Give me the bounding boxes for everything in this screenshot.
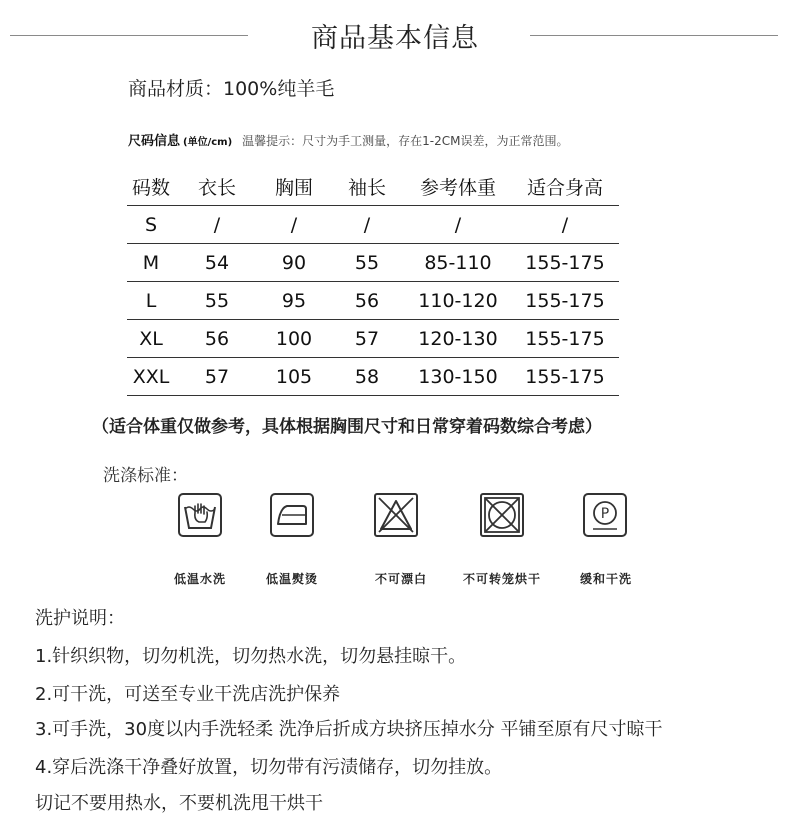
weight-note: （适合体重仅做参考，具体根据胸围尺寸和日常穿着码数综合考虑） [92, 417, 602, 437]
size-unit: (单位/cm) [183, 137, 233, 148]
table-cell: 105 [275, 365, 313, 388]
wash-label: 缓和干洗 [579, 572, 632, 586]
header-weight: 参考体重 [419, 177, 496, 199]
table-row [127, 244, 619, 282]
table-cell: 85-110 [424, 251, 492, 274]
header-height: 适合身高 [526, 177, 603, 199]
svg-text:P: P [600, 506, 610, 522]
table-cell: 54 [204, 251, 230, 274]
wash-label: 低温水洗 [173, 572, 226, 586]
table-cell: 155-175 [525, 327, 605, 350]
table-cell: / [363, 213, 371, 236]
page-title: 商品基本信息 [311, 23, 479, 54]
table-row [127, 206, 619, 244]
table-cell: 120-130 [418, 327, 498, 350]
care-line: 切记不要用热水，不要机洗甩干烘干 [35, 793, 323, 814]
no-tumble-dry-icon [480, 493, 524, 537]
table-cell: L [145, 289, 157, 312]
table-cell: S [144, 213, 158, 236]
care-line: 4.穿后洗涤干净叠好放置，切勿带有污渍储存，切勿挂放。 [35, 757, 503, 778]
no-bleach-icon [374, 493, 418, 537]
table-cell: / [213, 213, 221, 236]
table-row [127, 358, 619, 396]
table-cell: 58 [354, 365, 380, 388]
care-title: 洗护说明： [35, 608, 125, 629]
table-cell: 57 [204, 365, 230, 388]
table-cell: 55 [204, 289, 230, 312]
table-cell: 100 [275, 327, 313, 350]
table-cell: 110-120 [418, 289, 498, 312]
size-info-label: 尺码信息 [128, 134, 181, 149]
table-cell: 155-175 [525, 289, 605, 312]
table-cell: 155-175 [525, 365, 605, 388]
gentle-dry-clean-icon [583, 493, 627, 537]
size-tip: 温馨提示：尺寸为手工测量，存在1-2CM误差，为正常范围。 [242, 134, 569, 148]
table-row [127, 282, 619, 320]
care-line: 2.可干洗，可送至专业干洗店洗护保养 [35, 684, 341, 705]
table-cell: XXL [132, 365, 170, 388]
table-row [127, 320, 619, 358]
table-cell: 95 [281, 289, 307, 312]
table-cell: / [290, 213, 298, 236]
header-sleeve: 袖长 [347, 177, 386, 199]
care-line: 1.针织织物，切勿机洗，切勿热水洗，切勿悬挂晾干。 [35, 646, 467, 667]
header-size: 码数 [131, 177, 170, 199]
table-cell: / [561, 213, 569, 236]
size-info-line [128, 130, 569, 149]
low-temp-iron-icon [270, 493, 314, 537]
table-cell: 56 [204, 327, 230, 350]
wash-label: 不可转笼烘干 [462, 572, 541, 586]
table-cell: 57 [354, 327, 380, 350]
table-cell: 155-175 [525, 251, 605, 274]
table-cell: 90 [281, 251, 307, 274]
table-cell: 56 [354, 289, 380, 312]
table-cell: M [142, 251, 160, 274]
table-cell: / [454, 213, 462, 236]
material-info: 商品材质：100%纯羊毛 [128, 78, 335, 100]
size-table-header [127, 168, 619, 206]
title-divider-right [530, 35, 778, 36]
washing-title: 洗涤标准： [103, 466, 188, 486]
wash-label: 低温熨烫 [265, 572, 318, 586]
header-chest: 胸围 [274, 177, 313, 199]
table-cell: XL [139, 327, 163, 350]
table-cell: 55 [354, 251, 380, 274]
table-cell: 130-150 [418, 365, 498, 388]
header-length: 衣长 [197, 177, 236, 199]
low-temp-hand-wash-icon [178, 493, 222, 537]
wash-label: 不可漂白 [374, 572, 427, 586]
care-line: 3.可手洗，30度以内手洗轻柔 洗净后折成方块挤压掉水分 平铺至原有尺寸晾干 [35, 719, 663, 740]
size-table [127, 168, 619, 396]
